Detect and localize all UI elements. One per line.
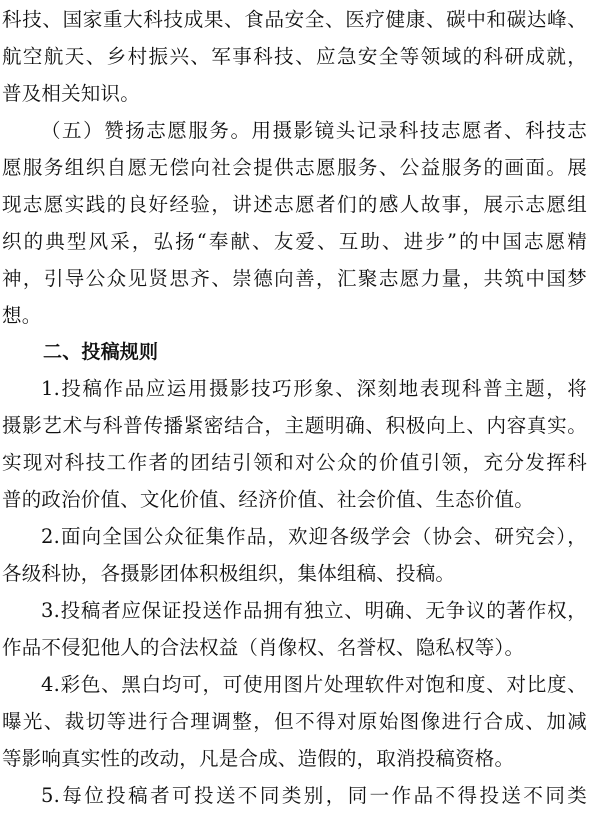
text-line-17: 3.投稿者应保证投送作品拥有独立、明确、无争议的著作权，	[41, 599, 587, 622]
text-line-15: 2.面向全国公众征集作品，欢迎各级学会（协会、研究会），	[41, 525, 587, 548]
text-line-3: 普及相关知识。	[2, 82, 140, 105]
text-line-18: 作品不侵犯他人的合法权益（肖像权、名誉权、隐私权等）。	[2, 636, 525, 659]
text-line-9: 想。	[2, 304, 42, 327]
text-line-1: 科技、国家重大科技成果、食品安全、医疗健康、碳中和碳达峰、	[2, 8, 587, 31]
text-line-12: 摄影艺术与科普传播紧密结合，主题明确、积极向上、内容真实。	[2, 414, 587, 437]
text-line-4: （五）赞扬志愿服务。用摄影镜头记录科技志愿者、科技志	[41, 119, 587, 142]
text-line-13: 实现对科技工作者的团结引领和对公众的价值引领，充分发挥科	[2, 451, 587, 474]
text-line-5: 愿服务组织自愿无偿向社会提供志愿服务、公益服务的画面。展	[2, 156, 587, 179]
text-line-19: 4.彩色、黑白均可，可使用图片处理软件对饱和度、对比度、	[41, 673, 587, 696]
text-line-8: 神，引导公众见贤思齐、崇德向善，汇聚志愿力量，共筑中国梦	[2, 267, 587, 290]
section-heading: 二、投稿规则	[43, 341, 159, 363]
text-line-11: 1.投稿作品应运用摄影技巧形象、深刻地表现科普主题，将	[41, 377, 587, 400]
text-line-2: 航空航天、乡村振兴、军事科技、应急安全等领域的科研成就，	[2, 45, 587, 68]
text-line-21: 等影响真实性的改动，凡是合成、造假的，取消投稿资格。	[2, 747, 515, 770]
text-line-20: 曝光、裁切等进行合理调整，但不得对原始图像进行合成、加减	[2, 710, 587, 733]
text-line-7: 织的典型风采，弘扬“奉献、友爱、互助、进步”的中国志愿精	[2, 230, 587, 253]
text-line-22: 5.每位投稿者可投送不同类别，同一作品不得投送不同类	[41, 784, 587, 807]
text-line-14: 普的政治价值、文化价值、经济价值、社会价值、生态价值。	[2, 488, 534, 511]
text-line-6: 现志愿实践的良好经验，讲述志愿者们的感人故事，展示志愿组	[2, 193, 587, 216]
text-line-16: 各级科协，各摄影团体积极组织，集体组稿、投稿。	[2, 562, 456, 585]
